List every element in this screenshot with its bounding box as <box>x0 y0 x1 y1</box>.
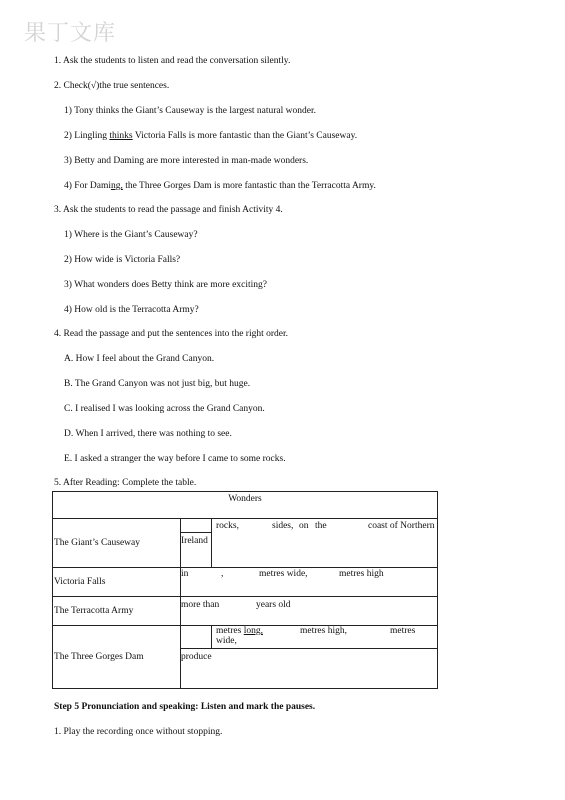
giants-causeway-location: Ireland <box>181 536 208 546</box>
terracotta-army-detail <box>181 597 438 626</box>
row-name-giants-causeway: The Giant’s Causeway <box>53 519 181 568</box>
gorges-measure-1-underlined: long, <box>243 626 263 636</box>
item-4: 4. Read the passage and put the sentences into the right order. <box>54 329 289 339</box>
gorges-measures <box>212 626 437 648</box>
item-2-4-post: the Three Gorges Dam is more fantastic than the Terracotta Army. <box>122 181 376 191</box>
giants-causeway-blank <box>181 519 211 533</box>
item-2-2-post: Victoria Falls is more fantastic than the Giant’s Causeway. <box>132 131 358 141</box>
item-2: 2. Check(√)the true sentences. <box>54 81 170 91</box>
gorges-measure-4: wide, <box>216 636 237 646</box>
gorges-measure-3: metres <box>390 626 416 636</box>
item-4-d: D. When I arrived, there was nothing to see. <box>64 429 232 439</box>
giants-causeway-detail <box>212 519 438 568</box>
item-2-4 <box>64 180 376 192</box>
item-2-2-underlined: thinks <box>109 131 133 141</box>
item-4-b: B. The Grand Canyon was not just big, but huge. <box>64 379 251 389</box>
item-5: 5. After Reading: Complete the table. <box>54 478 197 488</box>
victoria-part-3: metres wide, <box>259 569 308 579</box>
gorges-measure-1: metres long, <box>216 626 263 636</box>
item-3-4: 4) How old is the Terracotta Army? <box>64 305 199 315</box>
item-2-3: 3) Betty and Daming are more interested in man-made wonders. <box>64 156 309 166</box>
giants-causeway-location-cell <box>181 519 212 568</box>
row-name-three-gorges-dam: The Three Gorges Dam <box>53 626 181 689</box>
terracotta-part-2: years old <box>256 600 291 610</box>
victoria-falls-detail <box>181 568 438 597</box>
gorges-measure-2: metres high, <box>300 626 347 636</box>
gorges-produce-row <box>181 649 437 688</box>
item-2-2-pre: 2) Lingling <box>64 131 110 141</box>
victoria-part-1: in <box>181 569 189 579</box>
item-2-4-underlined: ng, <box>110 181 123 191</box>
item-3: 3. Ask the students to read the passage and finish Activity 4. <box>54 205 283 215</box>
row-name-victoria-falls: Victoria Falls <box>53 568 181 597</box>
giants-word-2: sides, <box>272 520 294 531</box>
giants-word-4: the <box>315 520 327 531</box>
item-4-a: A. How I feel about the Grand Canyon. <box>64 354 215 364</box>
item-2-4-pre: 4) For Dami <box>64 181 111 191</box>
giants-word-5: coast of Northern <box>368 520 435 531</box>
victoria-part-4: metres high <box>339 569 384 579</box>
gorges-produce: produce <box>181 652 212 662</box>
three-gorges-dam-detail <box>181 626 438 689</box>
item-2-2 <box>64 130 357 142</box>
gorges-measure-row <box>181 626 437 649</box>
terracotta-part-1: more than <box>181 600 220 610</box>
wonders-table <box>52 491 438 689</box>
item-2-1: 1) Tony thinks the Giant’s Causeway is the largest natural wonder. <box>64 106 317 116</box>
item-3-2: 2) How wide is Victoria Falls? <box>64 255 181 265</box>
gorges-blank <box>181 626 212 648</box>
item-4-c: C. I realised I was looking across the Grand Canyon. <box>64 404 265 414</box>
watermark: 果丁文库 <box>24 21 117 46</box>
item-1: 1. Ask the students to listen and read the conversation silently. <box>54 56 291 66</box>
item-4-e: E. I asked a stranger the way before I came to some rocks. <box>64 454 286 464</box>
table-title: Wonders <box>53 492 438 519</box>
step5-item-1: 1. Play the recording once without stopping. <box>54 727 223 737</box>
step5-heading: Step 5 Pronunciation and speaking: Listen and mark the pauses. <box>54 702 316 712</box>
victoria-part-2: , <box>221 569 224 579</box>
row-name-terracotta-army: The Terracotta Army <box>53 597 181 626</box>
giants-word-1: rocks, <box>216 520 239 531</box>
item-3-1: 1) Where is the Giant’s Causeway? <box>64 230 198 240</box>
item-3-3: 3) What wonders does Betty think are more exciting? <box>64 280 267 290</box>
giants-word-3: on <box>299 520 309 531</box>
